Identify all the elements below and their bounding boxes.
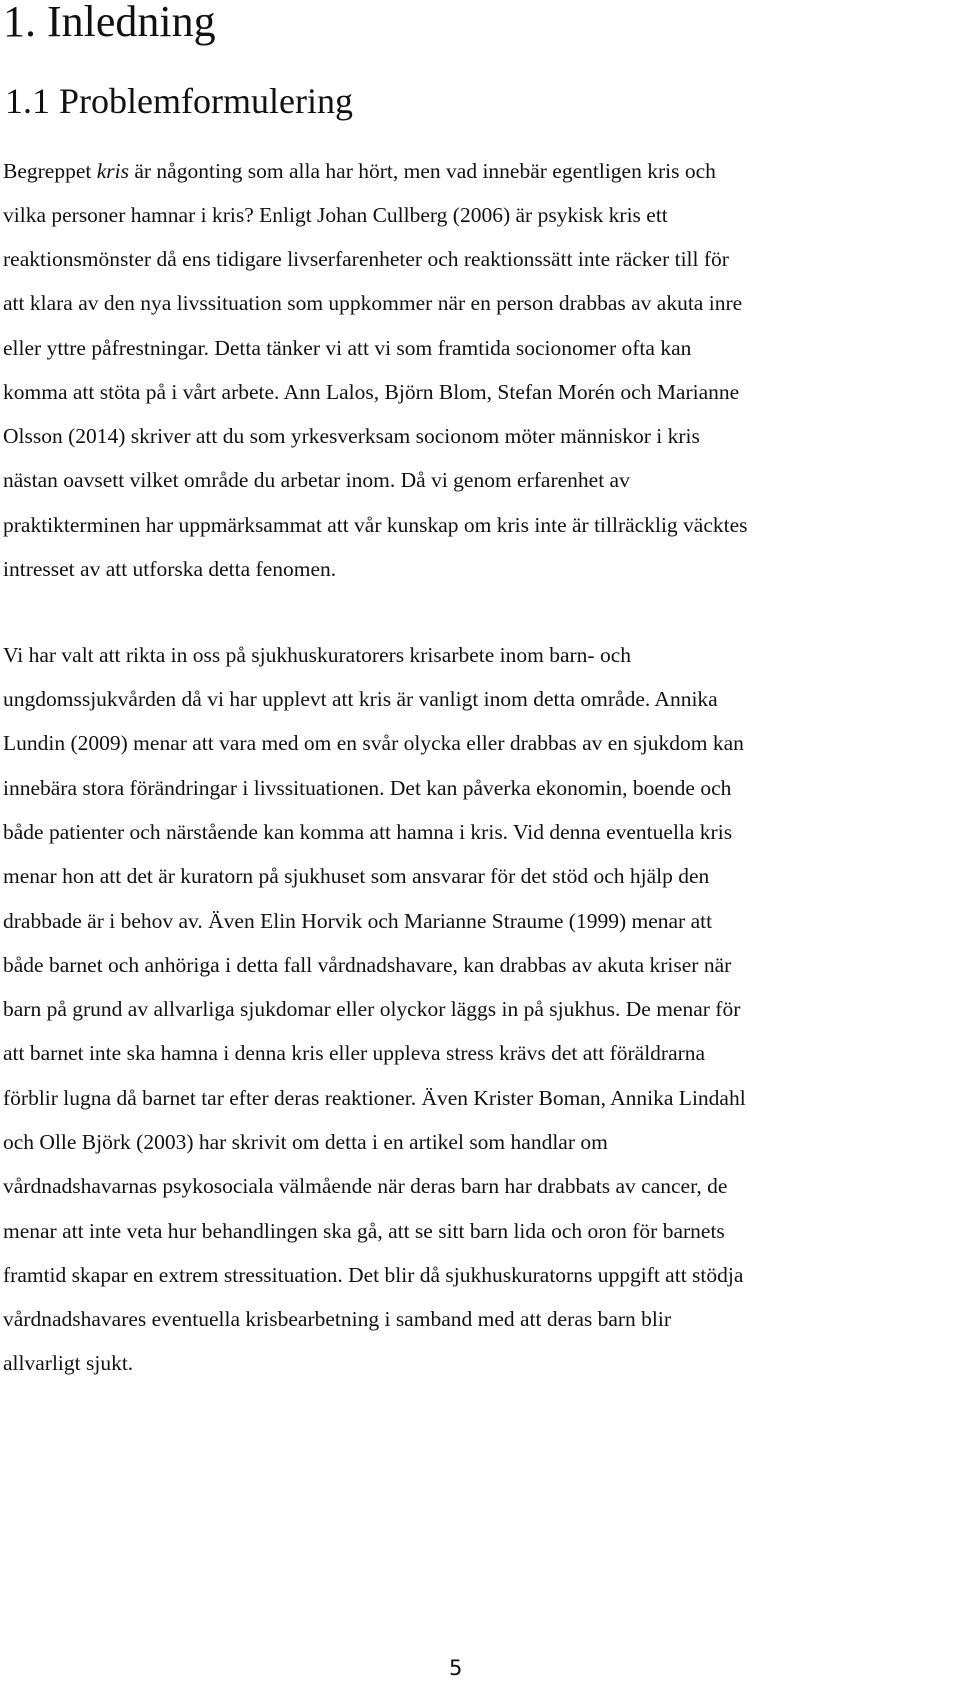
paragraph-line: nästan oavsett vilket område du arbetar inom. Då vi genom erfarenhet av: [3, 468, 630, 492]
paragraph-line: Olsson (2014) skriver att du som yrkesverksam socionom möter människor i kris: [3, 424, 700, 448]
paragraph-line: att barnet inte ska hamna i denna kris eller uppleva stress krävs det att föräldrarna: [3, 1041, 706, 1065]
paragraph-line: Vi har valt att rikta in oss på sjukhuskuratorers krisarbete inom barn- och: [3, 643, 632, 667]
chapter-heading: 1. Inledning: [3, 0, 216, 46]
paragraph-line: allvarligt sjukt.: [3, 1351, 134, 1375]
paragraph-line: eller yttre påfrestningar. Detta tänker vi att vi som framtida socionomer ofta kan: [3, 336, 692, 360]
paragraph-line: praktikterminen har uppmärksammat att vår kunskap om kris inte är tillräcklig väcktes: [3, 513, 748, 537]
paragraph-line: menar hon att det är kuratorn på sjukhuset som ansvarar för det stöd och hjälp den: [3, 864, 710, 888]
paragraph-line: vårdnadshavares eventuella krisbearbetning i samband med att deras barn blir: [3, 1307, 672, 1331]
paragraph-line: Lundin (2009) menar att vara med om en svår olycka eller drabbas av en sjukdom kan: [3, 731, 744, 755]
paragraph-line: intresset av att utforska detta fenomen.: [3, 557, 337, 581]
section-heading: 1.1 Problemformulering: [5, 81, 353, 121]
paragraph-line: vilka personer hamnar i kris? Enligt Johan Cullberg (2006) är psykisk kris ett: [3, 203, 668, 227]
paragraph-line: [3, 156, 716, 186]
paragraph-line: barn på grund av allvarliga sjukdomar eller olyckor läggs in på sjukhus. De menar för: [3, 997, 741, 1021]
paragraph-line: ungdomssjukvården då vi har upplevt att kris är vanligt inom detta område. Annika: [3, 687, 718, 711]
emphasized-term: kris: [96, 159, 129, 183]
paragraph-line: vårdnadshavarnas psykosociala välmående när deras barn har drabbats av cancer, de: [3, 1174, 728, 1198]
paragraph-line: drabbade är i behov av. Även Elin Horvik och Marianne Straume (1999) menar att: [3, 909, 713, 933]
paragraph-line: både patienter och närstående kan komma att hamna i kris. Vid denna eventuella kris: [3, 820, 733, 844]
paragraph-line: både barnet och anhöriga i detta fall vårdnadshavare, kan drabbas av akuta kriser när: [3, 953, 732, 977]
paragraph-line: att klara av den nya livssituation som uppkommer när en person drabbas av akuta inre: [3, 291, 743, 315]
paragraph-line: menar att inte veta hur behandlingen ska gå, att se sitt barn lida och oron för barnets: [3, 1219, 725, 1243]
paragraph-line: framtid skapar en extrem stressituation. Det blir då sjukhuskuratorns uppgift att stödja: [3, 1263, 744, 1287]
paragraph-line: innebära stora förändringar i livssituationen. Det kan påverka ekonomin, boende och: [3, 776, 732, 800]
paragraph-line: förblir lugna då barnet tar efter deras reaktioner. Även Krister Boman, Annika Lindahl: [3, 1086, 746, 1110]
line-text: Begreppet: [3, 159, 97, 183]
paragraph-line: reaktionsmönster då ens tidigare livserfarenheter och reaktionssätt inte räcker till för: [3, 247, 729, 271]
page-number: 5: [449, 1656, 463, 1680]
paragraph-line: komma att stöta på i vårt arbete. Ann Lalos, Björn Blom, Stefan Morén och Marianne: [3, 380, 740, 404]
paragraph-line: och Olle Björk (2003) har skrivit om detta i en artikel som handlar om: [3, 1130, 608, 1154]
line-text: är någonting som alla har hört, men vad innebär egentligen kris och: [128, 159, 716, 183]
